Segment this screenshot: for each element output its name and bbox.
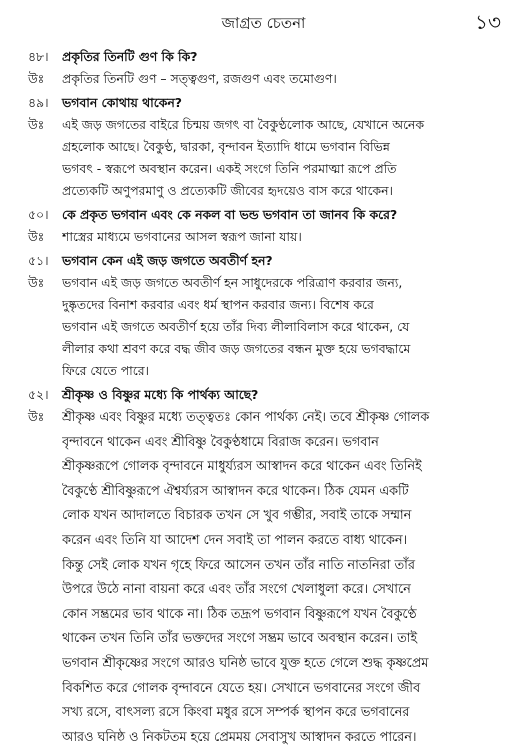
answer-line: বৈকুণ্ঠে শ্রীবিষ্ণুরূপে ঐশ্বর্য্যরস আস্বাদন করে থাকেন। ঠিক যেমন একটি [62, 483, 409, 499]
answer-label: উঃ [28, 71, 45, 86]
question-number: ৪৯। [28, 95, 49, 110]
answer-51 [0, 272, 527, 382]
page-number: ১৩ [475, 10, 501, 34]
answer-line: ভগবান শ্রীকৃষ্ণের সংগে আরও ঘনিষ্ঠ ভাবে যুক্ত হতে গেলে শুদ্ধ কৃষ্ণপ্রেম [62, 655, 429, 671]
question-text: শ্রীকৃষ্ণ ও বিষ্ণুর মধ্যে কি পার্থক্য আছে? [62, 387, 259, 402]
answer-line: আরও ঘনিষ্ঠ ও নিকটতম হয়ে প্রেমময় সেবাসুখ আস্বাদন করতে পারেন। [62, 729, 417, 745]
answer-line: থাকেন তখন তিনি তাঁর ভক্তদের সংগে সম্ভ্রম ভাবে অবস্থান করেন। তাই [62, 631, 418, 647]
answer-label: উঃ [28, 409, 45, 424]
answer-line: শ্রীকৃষ্ণ এবং বিষ্ণুর মধ্যে তত্ত্বতঃ কোন পার্থক্য নেই। তবে শ্রীকৃষ্ণ গোলক [62, 410, 430, 425]
running-title: জাগ্রত চেতনা [221, 14, 306, 32]
answer-line: শাস্ত্রের মাধ্যমে ভগবানের আসল স্বরূপ জানা যায়। [62, 229, 302, 244]
page-header [20, 8, 507, 36]
question-49 [0, 92, 527, 114]
answer-label: উঃ [28, 275, 45, 290]
answer-line: ভগবৎ - স্বরূপে অবস্থান করেন। একই সংগে তিনি পরমাত্মা রূপে প্রতি [62, 161, 397, 176]
question-text: ভগবান কোথায় থাকেন? [62, 95, 182, 110]
answer-line: গ্রহলোক আছে। বৈকুণ্ঠ, দ্বারকা, বৃন্দাবন ইত্যাদি ধামে ভগবান বিভিন্ন [62, 139, 390, 154]
answer-line: কোন সম্ভ্রমের ভাব থাকে না। ঠিক তদ্রূপ ভগবান বিষ্ণুরূপে যখন বৈকুণ্ঠে [62, 606, 417, 622]
answer-line: উপরে উঠে নানা বায়না করে এবং তাঁর সংগে খেলাধুলা করে। সেখানে [62, 582, 411, 598]
answer-line: প্রকৃতির তিনটি গুণ – সত্ত্বগুণ, রজগুণ এবং তমোগুণ। [62, 71, 337, 86]
question-48 [0, 46, 527, 68]
answer-48 [0, 68, 527, 90]
question-number: ৫১। [28, 253, 49, 268]
answer-label: উঃ [28, 229, 45, 244]
question-number: ৫০। [28, 207, 49, 222]
answer-line: ভগবান এই জগতে অবতীর্ণ হয়ে তাঁর দিব্য লীলাবিলাস করে থাকেন, যে [62, 319, 410, 334]
answer-line: ভগবান এই জড় জগতে অবতীর্ণ হন সাধুদেরকে পরিত্রাণ করবার জন্য, [62, 275, 403, 290]
question-number: ৪৮। [28, 49, 49, 64]
answer-line: লোক যখন আদালতে বিচারক তখন সে খুব গম্ভীর, সবাই তাকে সম্মান [62, 508, 412, 524]
answer-line: বৃন্দাবনে থাকেন এবং শ্রীবিষ্ণু বৈকুণ্ঠধামে বিরাজ করেন। ভগবান [62, 434, 379, 450]
answer-50 [0, 226, 527, 248]
answer-line: প্রত্যেকটি অণুপরমাণু ও প্রত্যেকটি জীবের হৃদয়েও বাস করে থাকেন। [62, 183, 393, 198]
question-text: কে প্রকৃত ভগবান এবং কে নকল বা ভন্ড ভগবান তা জানব কি করে? [62, 207, 398, 222]
answer-line: কিন্তু সেই লোক যখন গৃহে ফিরে আসেন তখন তাঁর নাতি নাতনিরা তাঁর [62, 557, 415, 573]
answer-line: করেন এবং তিনি যা আদেশ দেন সবাই তা পালন করতে বাধ্য থাকেন। [62, 532, 408, 548]
answer-line: দুষ্কৃতদের বিনাশ করবার এবং ধর্ম স্থাপন করবার জন্য। বিশেষ করে [62, 297, 374, 312]
question-text: ভগবান কেন এই জড় জগতে অবতীর্ণ হন? [62, 253, 273, 268]
question-52 [0, 384, 527, 406]
answer-line: ফিরে যেতে পারে। [62, 363, 149, 378]
answer-line: এই জড় জগতের বাইরে চিন্ময় জগৎ বা বৈকুণ্ঠলোক আছে, যেখানে অনেক [62, 117, 424, 132]
question-text: প্রকৃতির তিনটি গুণ কি কি? [62, 49, 198, 64]
qa-list [0, 44, 527, 750]
answer-49 [0, 114, 527, 202]
answer-line: শ্রীকৃষ্ণরূপে গোলক বৃন্দাবনে মাধুর্য্যরস আস্বাদন করে থাকেন এবং তিনিই [62, 459, 422, 475]
answer-label: উঃ [28, 117, 45, 132]
question-50 [0, 204, 527, 226]
question-number: ৫২। [28, 387, 49, 402]
question-51 [0, 250, 527, 272]
answer-52 [0, 406, 527, 750]
answer-line: বিকশিত করে গোলক বৃন্দাবনে যেতে হয়। সেখানে ভগবানের সংগে জীব [62, 680, 421, 696]
answer-line: লীলার কথা শ্রবণ করে বদ্ধ জীব জড় জগতের বন্ধন মুক্ত হয়ে ভগবদ্ধামে [62, 341, 411, 356]
answer-line: সখ্য রসে, বাৎসল্য রসে কিংবা মধুর রসে সম্পর্ক স্থাপন করে ভগবানের [62, 705, 410, 721]
